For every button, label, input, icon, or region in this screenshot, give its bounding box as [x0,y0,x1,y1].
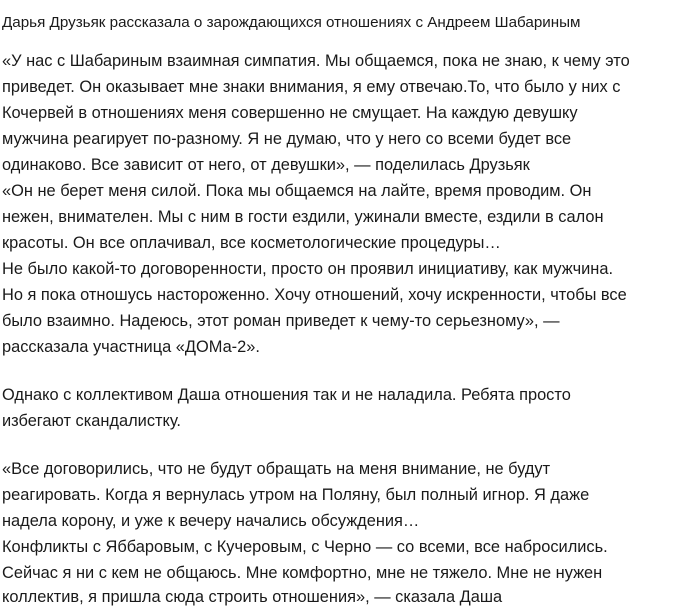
paragraph-line: одинаково. Все зависит от него, от девушки», — поделилась Друзьяк [2,156,530,174]
paragraph-line: Конфликты с Яббаровым, с Кучеровым, с Черно — со всеми, все набросились. [2,538,608,556]
paragraph-line: было взаимно. Надеюсь, этот роман приведет к чему-то серьезному», — [2,312,560,330]
paragraph-line: коллектив, я пришла сюда строить отношения», — сказала Даша [2,588,503,606]
paragraph-line: приведет. Он оказывает мне знаки внимания, я ему отвечаю.То, что было у них с [2,78,621,96]
paragraph-line: надела корону, и уже к вечеру начались обсуждения… [2,512,420,530]
paragraph-line: нежен, внимателен. Мы с ним в гости ездили, ужинали вместе, ездили в салон [2,208,604,226]
article-title: Дарья Друзьяк рассказала о зарождающихся отношениях с Андреем Шабариным [2,14,581,31]
paragraph-line: красоты. Он все оплачивал, все косметологические процедуры… [2,234,501,252]
paragraph-line: реагировать. Когда я вернулась утром на Поляну, был полный игнор. Я даже [2,486,590,504]
paragraph-line: Не было какой-то договоренности, просто он проявил инициативу, как мужчина. [2,260,613,278]
paragraph-line: Но я пока отношусь настороженно. Хочу отношений, хочу искренности, чтобы все [2,286,627,304]
paragraph-line: «Все договорились, что не будут обращать на меня внимание, не будут [2,460,551,478]
paragraph-line: избегают скандалистку. [2,412,181,430]
paragraph-line: «У нас с Шабариным взаимная симпатия. Мы общаемся, пока не знаю, к чему это [2,52,630,70]
paragraph-line: Кочервей в отношениях меня совершенно не смущает. На каждую девушку [2,104,578,122]
paragraph-line: «Он не берет меня силой. Пока мы общаемся на лайте, время проводим. Он [2,182,592,200]
paragraph-line: мужчина реагирует по-разному. Я не думаю, что у него со всеми будет все [2,130,572,148]
paragraph-line: Сейчас я ни с кем не общаюсь. Мне комфортно, мне не тяжело. Мне не нужен [2,564,603,582]
paragraph-line: рассказала участница «ДОМа-2». [2,338,260,356]
paragraph-line: Однако с коллективом Даша отношения так и не наладила. Ребята просто [2,386,571,404]
